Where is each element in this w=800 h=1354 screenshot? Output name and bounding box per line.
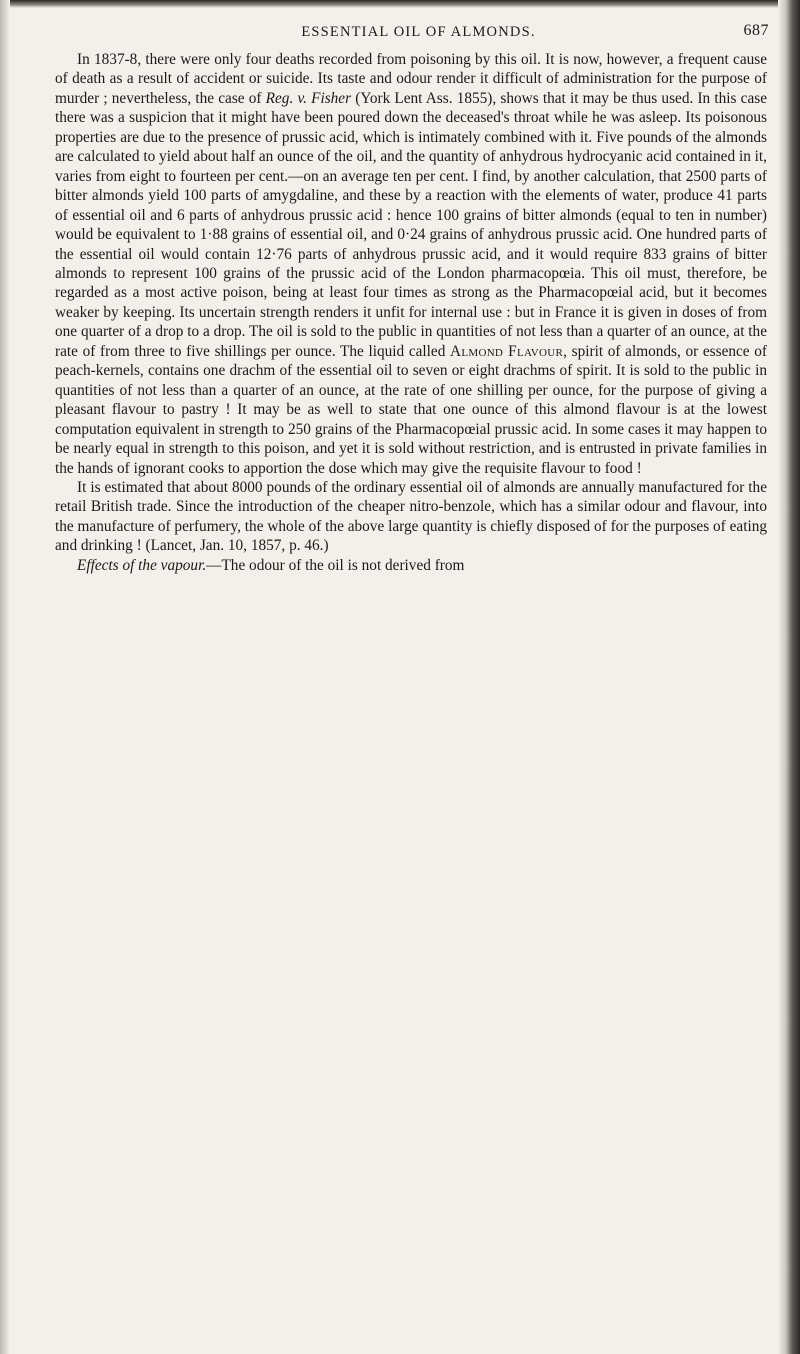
paragraph-2: It is estimated that about 8000 pounds of the ordinary essential oil of almonds are annually manufactured for the retail British trade. Since the introduction of the cheaper nitro-benzole, which has a similar odour and flavour, into the manufacture of perfumery, the whole of the above large quantity is chiefly disposed of for the purposes of eating and drinking ! (Lancet, Jan. 10, 1857, p. 46.) <box>55 478 767 555</box>
paragraph-1: In 1837-8, there were only four deaths recorded from poisoning by this oil. It is now, however, a frequent cause of death as a result of accident or suicide. Its taste and odour render it difficult of administration for the purpose of murder ; nevertheless, the case of Reg. v. Fisher (York Lent Ass. 1855), shows that it may be thus used. In this case there was a suspicion that it might have been poured down the deceased's throat while he was asleep. Its poisonous properties are due to the presence of prussic acid, which is intimately combined with it. Five pounds of the almonds are calculated to yield about half an ounce of the oil, and the quantity of anhydrous hydrocyanic acid contained in it, varies from eight to fourteen per cent.—on an average ten per cent. I find, by another calculation, that 2500 parts of bitter almonds yield 100 parts of amygdaline, and these by a reaction with the elements of water, produce 41 parts of essential oil and 6 parts of anhydrous prussic acid : hence 100 grains of bitter almonds (equal to ten in number) would be equivalent to 1·88 grains of essential oil, and 0·24 grains of anhydrous prussic acid. One hundred parts of the essential oil would contain 12·76 parts of anhydrous prussic acid, and it would require 833 grains of bitter almonds to represent 100 grains of the prussic acid of the London pharmacopœia. This oil must, therefore, be regarded as a most active poison, being at least four times as strong as the Pharmacopœial acid, but it becomes weaker by keeping. Its uncertain strength renders it unfit for internal use : but in France it is given in doses of from one quarter of a drop to a drop. The oil is sold to the public in quantities of not less than a quarter of an ounce, at the rate of from three to five shillings per ounce. The liquid called Almond Flavour, spirit of almonds, or essence of peach-kernels, contains one drachm of the essential oil to seven or eight drachms of spirit. It is sold to the public in quantities of not less than a quarter of an ounce, at the rate of one shilling per ounce, for the purpose of giving a pleasant flavour to pastry ! It may be as well to state that one ounce of this almond flavour is at the lowest computation equivalent in strength to 250 grains of the Pharmacopœial prussic acid. In some cases it may happen to be nearly equal in strength to this poison, and yet it is sold without restriction, and is entrusted in private families in the hands of ignorant cooks to apportion the dose which may give the requisite flavour to food ! <box>55 51 767 477</box>
case-citation: Reg. v. Fisher <box>265 89 352 107</box>
page-body <box>55 50 767 575</box>
page-top-shadow <box>0 0 800 8</box>
page-left-shadow <box>0 0 10 1354</box>
almond-flavour-term: Almond Flavour <box>450 342 564 360</box>
paragraph-3: Effects of the vapour.—The odour of the oil is not derived from <box>77 556 465 574</box>
section-heading: Effects of the vapour. <box>77 556 207 574</box>
book-spine-edge <box>778 0 800 1354</box>
page-number: 687 <box>743 22 769 39</box>
page-header <box>60 15 777 45</box>
running-title: ESSENTIAL OIL OF ALMONDS. <box>301 24 536 40</box>
